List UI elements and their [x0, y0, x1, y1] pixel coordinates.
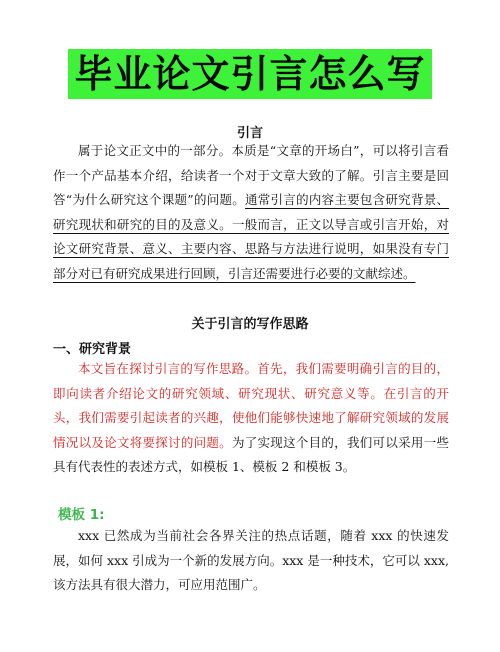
template-1-paragraph: xxx 已然成为当前社会各界关注的热点话题，随着 xxx 的快速发展，如何 xxx 引成为一个新的发展方向。xxx 是一种技术，它可以 xxx,该方法具有很大潜力，可应用范围广。	[53, 528, 449, 592]
subheading-background: 一、研究背景	[53, 342, 132, 357]
document-title: 毕业论文引言怎么写	[68, 49, 431, 99]
section-heading-approach: 关于引言的写作思路	[191, 317, 309, 332]
intro-paragraph	[53, 139, 449, 286]
title-banner	[0, 49, 500, 99]
intro-text-plain: 属于论文正文中的一部分。本质是“文章的开场白”，可以将引言看作一个产品基本介绍，给读者一个对于文章大致的了解。引言主要是回答“为什么研究这个课题”的问题。	[53, 143, 449, 207]
intro-text-underlined: 通常引言的内容主要包含研究背景、研究现状和研究的目的及意义。一般而言，正文以导言或引言开始，对论文研究背景、意义、主要内容、思路与方法进行说明，如果没有专门部分对已有研究成果进行回顾，引言还需要进行必要的文献综述。	[53, 192, 449, 281]
background-text-red: 本文旨在探讨引言的写作思路。首先，我们需要明确引言的目的，即向读者介绍论文的研究领域、研究现状、研究意义等。在引言的开头，我们需要引起读者的兴趣，使他们能够快速地了解研究领域的发展情况以及论文将要探讨的问题。	[53, 361, 449, 450]
template-1-label: 模板 1:	[58, 507, 105, 523]
section-heading-intro: 引言	[236, 126, 263, 141]
background-text-black: 为了实现这个目的，我们可以采用一些具有代表性的表述方式，如模板 1、模板 2 和模板 3。	[53, 434, 449, 474]
background-paragraph	[53, 357, 449, 480]
